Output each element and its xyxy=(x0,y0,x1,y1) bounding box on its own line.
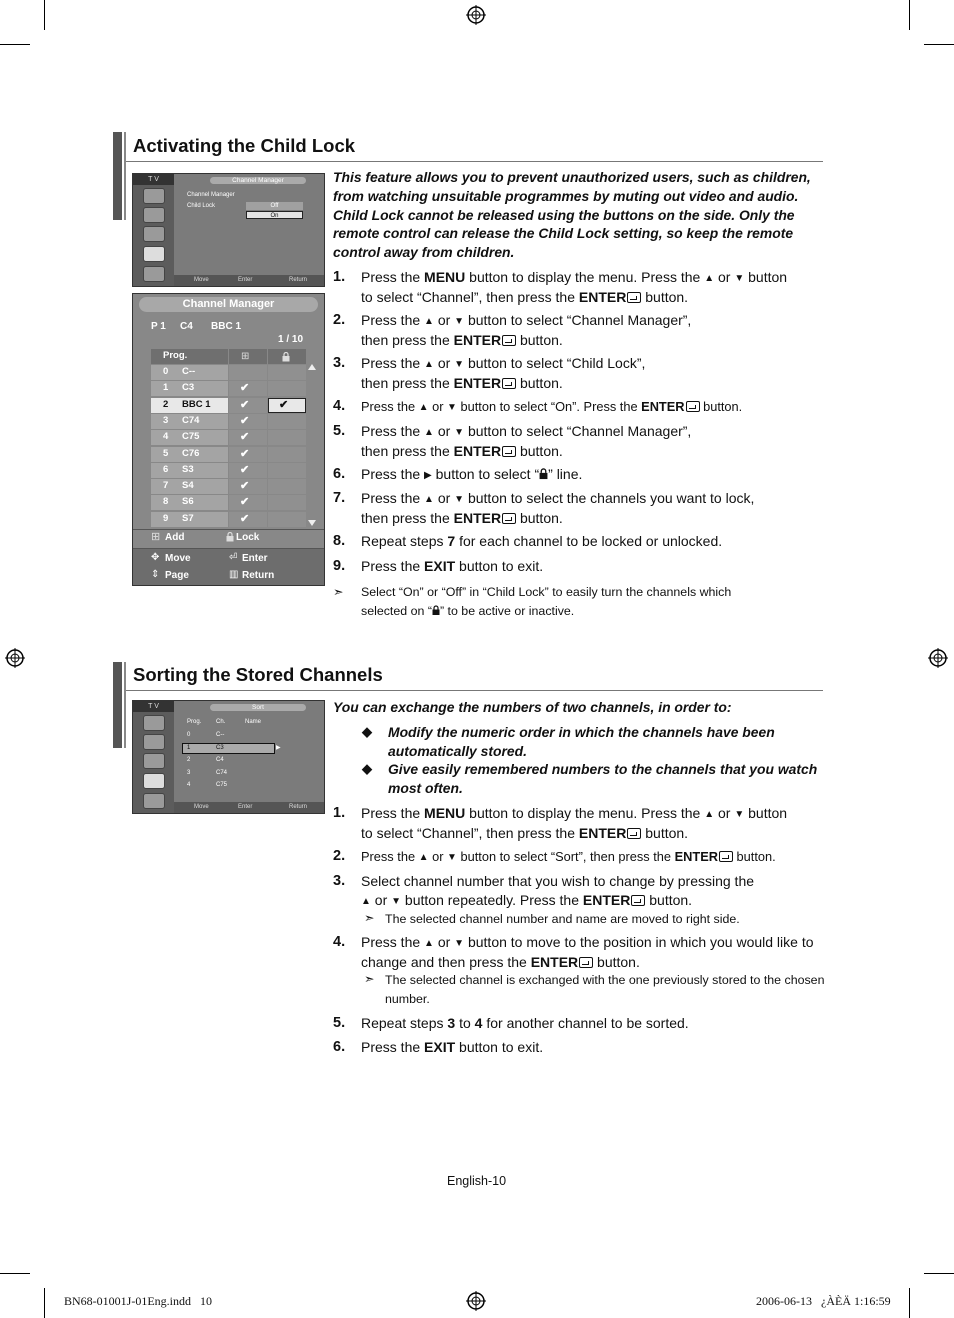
step-text: Select channel number that you wish to change by pressing the ▲ or ▼ button repeatedly. Press the ENTER button. xyxy=(361,872,754,911)
scroll-down-icon xyxy=(308,520,316,526)
section-accent-bar xyxy=(124,132,126,220)
step-number: 7. xyxy=(333,490,346,506)
osd-child-lock-screen xyxy=(132,173,325,287)
step-text: Press the ▲ or ▼ button to select “Channel Manager”, then press the ENTER button. xyxy=(361,312,692,348)
sound-menu-icon xyxy=(143,207,165,223)
step-number: 5. xyxy=(333,423,346,439)
channel-row[interactable] xyxy=(151,381,306,396)
up-arrow-icon: ▲ xyxy=(704,809,715,820)
channel-row[interactable] xyxy=(151,463,306,478)
scroll-up-icon xyxy=(308,364,316,370)
step-text: Repeat steps 7 for each channel to be locked or unlocked. xyxy=(361,533,723,549)
crop-mark xyxy=(44,0,45,30)
sort-selection-box xyxy=(182,743,275,754)
step-number: 5. xyxy=(333,1015,346,1031)
osd-sidebar xyxy=(133,701,174,813)
enter-icon xyxy=(719,851,733,862)
down-arrow-icon: ▼ xyxy=(454,359,465,370)
section-accent-bar xyxy=(113,662,122,748)
channel-number: 7 xyxy=(163,480,169,492)
section-intro: You can exchange the numbers of two channels, in order to: xyxy=(333,699,732,715)
lock-icon xyxy=(432,605,440,616)
cm-channel: C4 xyxy=(180,321,193,332)
enter-icon xyxy=(627,292,641,303)
right-arrow-icon: ▶ xyxy=(424,470,432,481)
osd-sort-screen xyxy=(132,700,325,814)
setup-menu-icon xyxy=(143,246,165,262)
add-check-icon: ✔ xyxy=(240,512,250,525)
osd-return-hint: Return xyxy=(289,804,308,810)
lock-check-icon: ✔ xyxy=(279,398,289,411)
channel-number: 0 xyxy=(163,366,169,377)
osd-option-off: Off xyxy=(246,202,303,210)
osd-col-prog: Prog. xyxy=(187,719,202,725)
step-number: 2. xyxy=(333,848,346,864)
down-arrow-icon: ▼ xyxy=(454,316,465,327)
down-arrow-icon: ▼ xyxy=(391,896,402,907)
sort-row-number: 4 xyxy=(187,782,191,788)
cm-move-label: Move xyxy=(165,553,191,564)
tip-arrow-icon: ➣ xyxy=(364,972,375,986)
step-text: Repeat steps 3 to 4 for another channel to be sorted. xyxy=(361,1015,689,1031)
osd-title: Channel Manager xyxy=(210,177,306,184)
move-icon: ✥ xyxy=(151,552,160,563)
step-text: Press the ▲ or ▼ button to select “Channel Manager”, then press the ENTER button. xyxy=(361,423,692,459)
cm-add-label: Add xyxy=(165,532,185,543)
channel-menu-icon xyxy=(143,753,165,769)
channel-name: BBC 1 xyxy=(182,398,211,410)
osd-sidebar xyxy=(133,174,174,286)
channel-name: C3 xyxy=(182,382,195,394)
enter-icon xyxy=(502,335,516,346)
down-arrow-icon: ▼ xyxy=(734,809,745,820)
sort-row-channel: C75 xyxy=(216,782,228,788)
cm-enter-label: Enter xyxy=(242,553,268,564)
channel-menu-icon xyxy=(143,226,165,242)
registration-mark-icon xyxy=(928,648,948,668)
lock-icon xyxy=(282,352,290,362)
sort-row-channel: C-- xyxy=(216,732,225,738)
add-icon: ⊞ xyxy=(151,531,161,543)
section-intro: This feature allows you to prevent unauthorized users, such as children, from watching unsuitable programmes by muting out video and audio. Child Lock cannot be released using the buttons on the side. Only the remote control can release the Child Lock setting, so keep the remote control away from children. xyxy=(333,169,811,261)
step-number: 3. xyxy=(333,873,346,889)
step-number: 2. xyxy=(333,312,346,328)
cm-page-indicator: 1 / 10 xyxy=(278,334,304,345)
step-text: Press the ▶ button to select “ ” line. xyxy=(361,465,582,485)
crop-mark xyxy=(924,44,954,45)
section-title: Activating the Child Lock xyxy=(133,135,356,156)
sort-row-number: 2 xyxy=(187,757,191,763)
sort-row-channel: C4 xyxy=(216,757,224,763)
print-timestamp: 2006-06-13 ¿ÀÈÄ 1:16:59 xyxy=(756,1294,891,1308)
osd-enter-hint: Enter xyxy=(238,804,253,810)
crop-mark xyxy=(0,1273,30,1274)
up-arrow-icon: ▲ xyxy=(418,852,429,863)
section-rule xyxy=(126,161,823,162)
section-title: Sorting the Stored Channels xyxy=(133,664,383,685)
up-arrow-icon: ▲ xyxy=(424,494,434,505)
channel-name: C-- xyxy=(182,366,196,377)
down-arrow-icon: ▼ xyxy=(447,852,457,863)
cm-page-label: Page xyxy=(165,570,189,581)
add-icon: ⊞ xyxy=(241,351,250,362)
diamond-bullet-icon: ◆ xyxy=(362,761,372,776)
page-number: English-10 xyxy=(447,1174,507,1188)
enter-icon xyxy=(686,401,700,412)
lock-icon xyxy=(539,468,548,480)
add-check-icon: ✔ xyxy=(240,382,250,395)
enter-icon xyxy=(502,446,516,457)
down-arrow-icon: ▼ xyxy=(454,938,465,949)
step-number: 4. xyxy=(333,398,346,414)
sort-row-number: 3 xyxy=(187,769,191,776)
tip-note: Select “On” or “Off” in “Child Lock” to easily turn the channels which selected on “ ” to be active or inactive. xyxy=(361,585,732,618)
sort-row-channel: C74 xyxy=(216,769,228,776)
channel-row[interactable] xyxy=(151,365,306,380)
step-number: 1. xyxy=(333,805,346,821)
crop-mark xyxy=(44,1288,45,1318)
add-check-icon: ✔ xyxy=(240,480,250,493)
osd-return-hint: Return xyxy=(289,277,308,283)
enter-icon xyxy=(631,895,645,906)
step-text: Press the MENU button to display the menu. Press the ▲ or ▼ button to select “Channel”, then press the ENTER button. xyxy=(361,269,788,305)
step-text: Press the EXIT button to exit. xyxy=(361,558,544,574)
input-menu-icon xyxy=(143,266,165,282)
channel-number: 2 xyxy=(163,398,169,410)
cm-lock-label: Lock xyxy=(236,532,260,543)
down-arrow-icon: ▼ xyxy=(447,402,457,413)
step-text: Press the ▲ or ▼ button to select “On”. Press the ENTER button. xyxy=(361,397,742,417)
channel-row[interactable] xyxy=(151,414,306,429)
enter-icon xyxy=(579,957,593,968)
osd-move-hint: Move xyxy=(194,277,209,283)
up-arrow-icon: ▲ xyxy=(424,427,434,438)
osd-footer xyxy=(174,275,324,286)
section-rule xyxy=(126,690,823,691)
channel-row[interactable] xyxy=(151,398,306,413)
right-arrow-icon: ▶ xyxy=(276,745,281,751)
down-arrow-icon: ▼ xyxy=(454,427,465,438)
osd-move-hint: Move xyxy=(194,804,209,810)
registration-mark-icon xyxy=(466,5,486,25)
sort-row-number: 1 xyxy=(187,744,191,751)
osd-title: Sort xyxy=(210,704,306,711)
osd-item-channel-manager: Channel Manager xyxy=(187,192,235,198)
up-arrow-icon: ▲ xyxy=(704,273,715,284)
setup-menu-icon xyxy=(143,773,165,789)
channel-name: S4 xyxy=(182,480,194,492)
sort-row-channel: C3 xyxy=(216,744,224,751)
step-text: Press the ▲ or ▼ button to move to the position in which you would like to change and then press the ENTER button. xyxy=(361,934,814,970)
add-check-icon: ✔ xyxy=(240,414,250,427)
add-check-icon: ✔ xyxy=(240,431,250,444)
cm-col-prog: Prog. xyxy=(163,350,188,361)
channel-name: S6 xyxy=(182,496,194,508)
channel-number: 1 xyxy=(163,382,169,394)
down-arrow-icon: ▼ xyxy=(734,273,745,284)
channel-row[interactable] xyxy=(151,512,306,527)
tip-note: The selected channel is exchanged with the one previously stored to the chosen number. xyxy=(385,973,825,1006)
step-number: 3. xyxy=(333,355,346,371)
return-icon: ▥ xyxy=(229,569,239,580)
add-check-icon: ✔ xyxy=(240,398,250,411)
up-arrow-icon: ▲ xyxy=(424,316,434,327)
osd-item-child-lock: Child Lock xyxy=(187,203,216,209)
osd-tv-label: T V xyxy=(133,174,174,185)
print-file-name: BN68-01001J-01Eng.indd 10 xyxy=(64,1294,212,1308)
channel-number: 5 xyxy=(163,447,169,459)
channel-row[interactable] xyxy=(151,495,306,510)
enter-icon: ⏎ xyxy=(229,552,238,563)
picture-menu-icon xyxy=(143,188,165,204)
step-number: 6. xyxy=(333,1039,346,1055)
channel-row[interactable] xyxy=(151,447,306,462)
channel-number: 8 xyxy=(163,496,169,508)
step-text: Press the ▲ or ▼ button to select the channels you want to lock, then press the ENTER button. xyxy=(361,490,755,526)
osd-option-on: On xyxy=(246,211,303,219)
crop-mark xyxy=(924,1273,954,1274)
enter-icon xyxy=(502,378,516,389)
channel-number: 6 xyxy=(163,463,169,475)
step-text: Press the EXIT button to exit. xyxy=(361,1039,544,1055)
osd-tv-label: T V xyxy=(133,701,174,712)
sound-menu-icon xyxy=(143,734,165,750)
cm-channel-name: BBC 1 xyxy=(211,321,242,332)
step-text: Press the ▲ or ▼ button to select “Child Lock”, then press the ENTER button. xyxy=(361,355,646,391)
channel-number: 9 xyxy=(163,512,169,524)
section-accent-bar xyxy=(113,132,122,220)
tip-note: The selected channel number and name are moved to right side. xyxy=(385,912,740,926)
channel-number: 3 xyxy=(163,414,169,426)
channel-row[interactable] xyxy=(151,430,306,445)
step-number: 6. xyxy=(333,466,346,482)
channel-name: S3 xyxy=(182,463,194,475)
diamond-bullet-icon: ◆ xyxy=(362,724,372,739)
cm-title: Channel Manager xyxy=(139,297,318,312)
up-arrow-icon: ▲ xyxy=(424,938,434,949)
cm-return-label: Return xyxy=(242,570,275,581)
step-number: 9. xyxy=(333,558,346,574)
channel-name: S7 xyxy=(182,512,194,524)
page-icon: ⇕ xyxy=(151,569,160,580)
channel-name: C74 xyxy=(182,414,200,426)
enter-icon xyxy=(627,828,641,839)
step-number: 4. xyxy=(333,934,346,950)
channel-name: C75 xyxy=(182,431,200,443)
section-accent-bar xyxy=(124,662,126,748)
up-arrow-icon: ▲ xyxy=(424,359,434,370)
channel-number: 4 xyxy=(163,431,169,443)
osd-enter-hint: Enter xyxy=(238,277,253,283)
lock-icon xyxy=(226,532,234,542)
picture-menu-icon xyxy=(143,715,165,731)
channel-name: C76 xyxy=(182,447,200,459)
step-text: Press the ▲ or ▼ button to select “Sort”, then press the ENTER button. xyxy=(361,847,776,867)
input-menu-icon xyxy=(143,793,165,809)
crop-mark xyxy=(909,0,910,30)
tip-arrow-icon: ➣ xyxy=(364,911,375,925)
down-arrow-icon: ▼ xyxy=(454,494,465,505)
enter-icon xyxy=(502,513,516,524)
sort-row-number: 0 xyxy=(187,732,191,738)
cm-prog-number: P 1 xyxy=(151,321,166,332)
tip-arrow-icon: ➣ xyxy=(333,585,344,599)
osd-col-ch: Ch. xyxy=(216,719,226,725)
osd-footer xyxy=(174,802,324,813)
registration-mark-icon xyxy=(466,1291,486,1311)
add-check-icon: ✔ xyxy=(240,463,250,476)
channel-row[interactable] xyxy=(151,479,306,494)
step-text: Press the MENU button to display the menu. Press the ▲ or ▼ button to select “Channel”, then press the ENTER button. xyxy=(361,805,788,841)
up-arrow-icon: ▲ xyxy=(361,896,371,907)
step-number: 8. xyxy=(333,533,346,549)
crop-mark xyxy=(909,1288,910,1318)
up-arrow-icon: ▲ xyxy=(418,402,429,413)
add-check-icon: ✔ xyxy=(240,496,250,509)
osd-col-name: Name xyxy=(245,719,262,725)
crop-mark xyxy=(0,44,30,45)
step-number: 1. xyxy=(333,269,346,285)
cm-header-row xyxy=(151,349,306,364)
osd-channel-manager-screen xyxy=(132,293,325,586)
registration-mark-icon xyxy=(5,648,25,668)
add-check-icon: ✔ xyxy=(240,447,250,460)
